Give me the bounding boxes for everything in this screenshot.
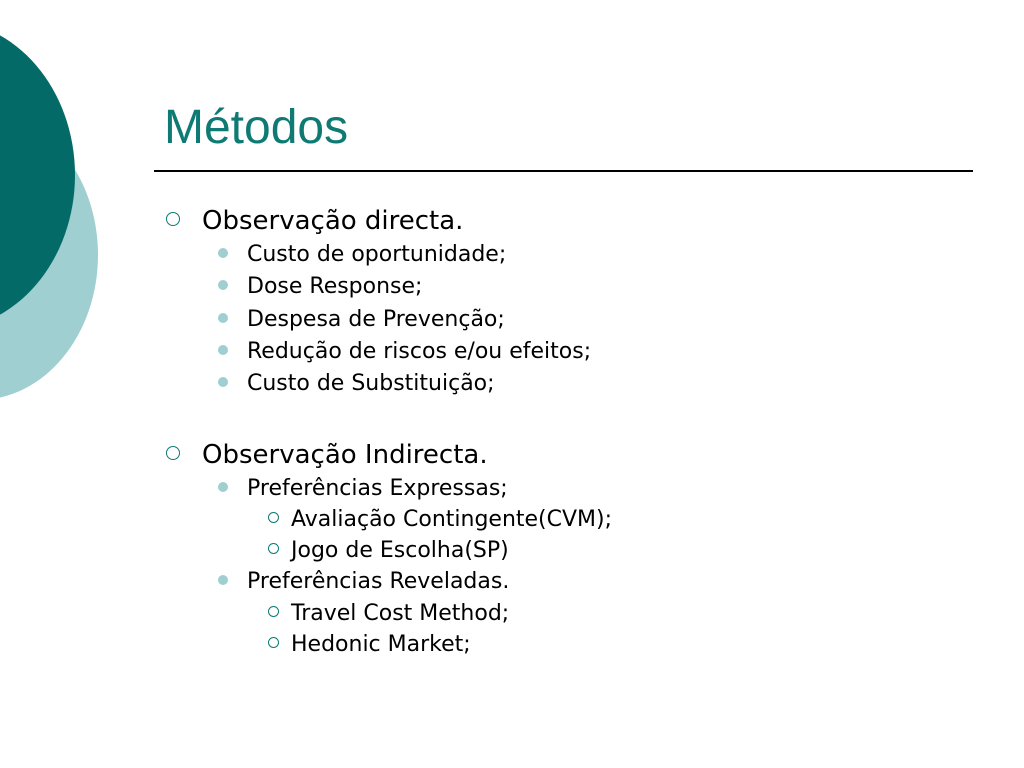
- list-item: [218, 339, 591, 365]
- small-hollow-circle-bullet-icon: [268, 512, 279, 523]
- slide-title: Métodos: [164, 101, 349, 154]
- list-item-label: Dose Response;: [247, 274, 423, 299]
- sub-list-item-label: Travel Cost Method;: [291, 601, 510, 626]
- small-hollow-circle-bullet-icon: [268, 637, 279, 648]
- sub-list-item: [268, 507, 612, 533]
- list-item: [218, 307, 505, 333]
- title-divider: [154, 170, 973, 172]
- sub-list-item-label: Avaliação Contingente(CVM);: [291, 507, 613, 532]
- filled-circle-bullet-icon: [218, 377, 228, 387]
- list-item: [218, 569, 509, 595]
- section-label: Observação Indirecta.: [202, 440, 488, 470]
- small-hollow-circle-bullet-icon: [268, 606, 279, 617]
- list-item: [218, 274, 422, 300]
- list-item-label: Despesa de Prevenção;: [247, 307, 505, 332]
- section-label: Observação directa.: [202, 206, 464, 236]
- list-item-label: Preferências Reveladas.: [247, 569, 510, 594]
- filled-circle-bullet-icon: [218, 313, 228, 323]
- filled-circle-bullet-icon: [218, 248, 228, 258]
- list-item: [218, 242, 506, 268]
- sub-list-item: [268, 538, 509, 564]
- filled-circle-bullet-icon: [218, 575, 228, 585]
- list-item-label: Redução de riscos e/ou efeitos;: [247, 339, 592, 364]
- sub-list-item-label: Hedonic Market;: [291, 632, 471, 657]
- list-item-label: Custo de Substituição;: [247, 371, 495, 396]
- small-hollow-circle-bullet-icon: [268, 543, 279, 554]
- list-item: [218, 371, 495, 397]
- list-item-label: Preferências Expressas;: [247, 476, 508, 501]
- hollow-circle-bullet-icon: [166, 446, 180, 460]
- hollow-circle-bullet-icon: [166, 212, 180, 226]
- section-observacao-indirecta: [166, 440, 488, 470]
- filled-circle-bullet-icon: [218, 482, 228, 492]
- list-item: [218, 476, 508, 502]
- list-item-label: Custo de oportunidade;: [247, 242, 507, 267]
- filled-circle-bullet-icon: [218, 345, 228, 355]
- filled-circle-bullet-icon: [218, 280, 228, 290]
- sub-list-item: [268, 601, 509, 627]
- sub-list-item: [268, 632, 471, 658]
- sub-list-item-label: Jogo de Escolha(SP): [291, 538, 509, 563]
- section-observacao-directa: [166, 206, 463, 236]
